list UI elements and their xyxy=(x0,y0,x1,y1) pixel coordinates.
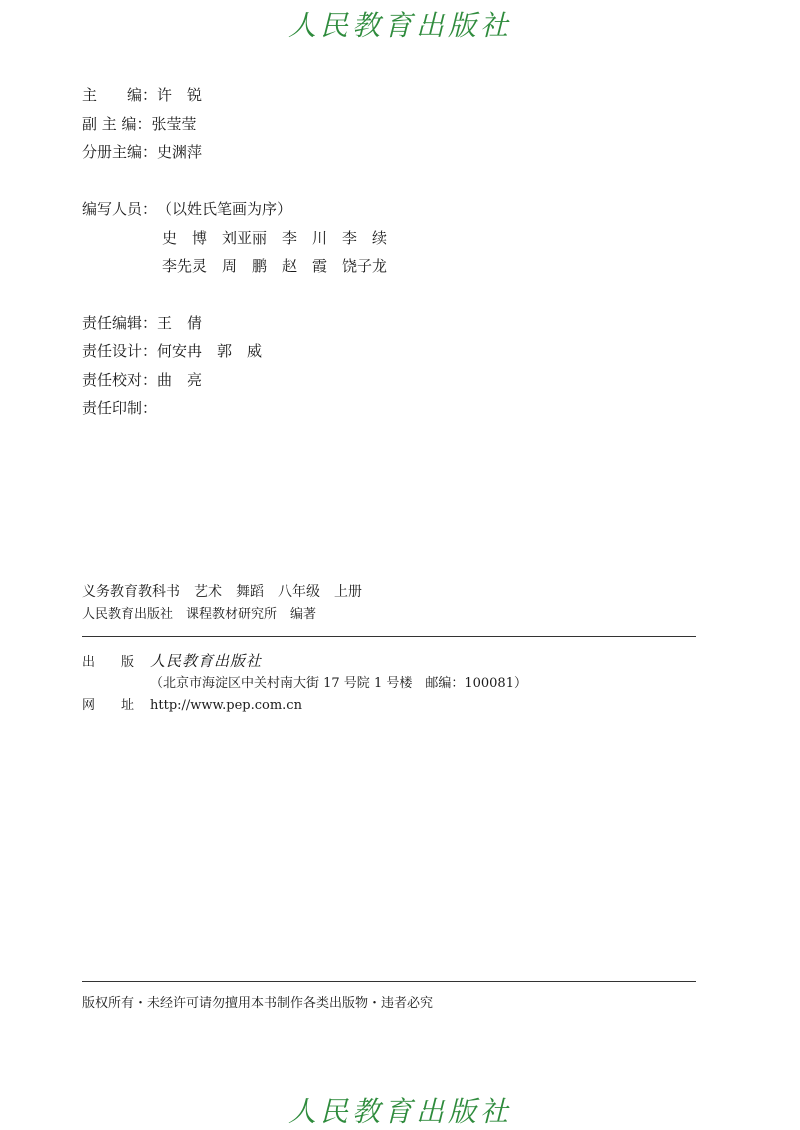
publisher-logo-bottom: 人民教育出版社 xyxy=(287,1095,512,1128)
divider-top xyxy=(82,636,696,637)
writers-note: （以姓氏笔画为序） xyxy=(157,200,293,218)
responsible-proofread-name: 曲 亮 xyxy=(157,371,203,389)
writers-names-line-2: 李先灵 周 鹏 赵 霞 饶子龙 xyxy=(162,257,388,275)
responsible-editor-name: 王 倩 xyxy=(157,314,203,332)
responsible-design-name: 何安冉 郭 威 xyxy=(157,342,263,360)
publisher-address: （北京市海淀区中关村南大街 17 号院 1 号楼 邮编：100081） xyxy=(150,676,527,691)
volume-editor-line xyxy=(82,142,202,162)
responsible-proofread-label: 责任校对： xyxy=(82,371,158,389)
writers-line xyxy=(82,199,292,219)
writers-label: 编写人员： xyxy=(82,200,158,218)
volume-editor-name: 史渊萍 xyxy=(157,143,203,161)
website-url[interactable]: http://www.pep.com.cn xyxy=(150,698,302,713)
publisher-line xyxy=(82,652,262,672)
book-title: 义务教育教科书 艺术 舞蹈 八年级 上册 xyxy=(82,584,362,600)
responsible-editor-line xyxy=(82,313,202,333)
chief-editor-name: 许 锐 xyxy=(157,86,203,104)
website-label: 网 址 xyxy=(82,698,135,713)
writers-names-line-1: 史 博 刘亚丽 李 川 李 续 xyxy=(162,229,388,247)
responsible-printing-label: 责任印制： xyxy=(82,399,158,417)
responsible-editor-label: 责任编辑： xyxy=(82,314,158,332)
book-authors: 人民教育出版社 课程教材研究所 编著 xyxy=(82,607,317,622)
deputy-editor-label: 副 主 编： xyxy=(82,115,152,133)
chief-editor-label: 主 编： xyxy=(82,86,158,104)
deputy-editor-name: 张莹莹 xyxy=(151,115,197,133)
responsible-design-line xyxy=(82,341,262,361)
publisher-logo-top: 人民教育出版社 xyxy=(287,9,512,42)
copyright-notice: 版权所有・未经许可请勿擅用本书制作各类出版物・违者必究 xyxy=(82,996,434,1011)
divider-bottom xyxy=(82,981,696,982)
responsible-printing-line xyxy=(82,398,157,418)
deputy-editor-line xyxy=(82,114,197,134)
volume-editor-label: 分册主编： xyxy=(82,143,158,161)
responsible-proofread-line xyxy=(82,370,202,390)
publisher-logo-inline: 人民教育出版社 xyxy=(150,652,263,670)
chief-editor-line xyxy=(82,85,202,105)
publisher-label: 出 版 xyxy=(82,655,135,670)
website-line xyxy=(82,697,302,715)
responsible-design-label: 责任设计： xyxy=(82,342,158,360)
